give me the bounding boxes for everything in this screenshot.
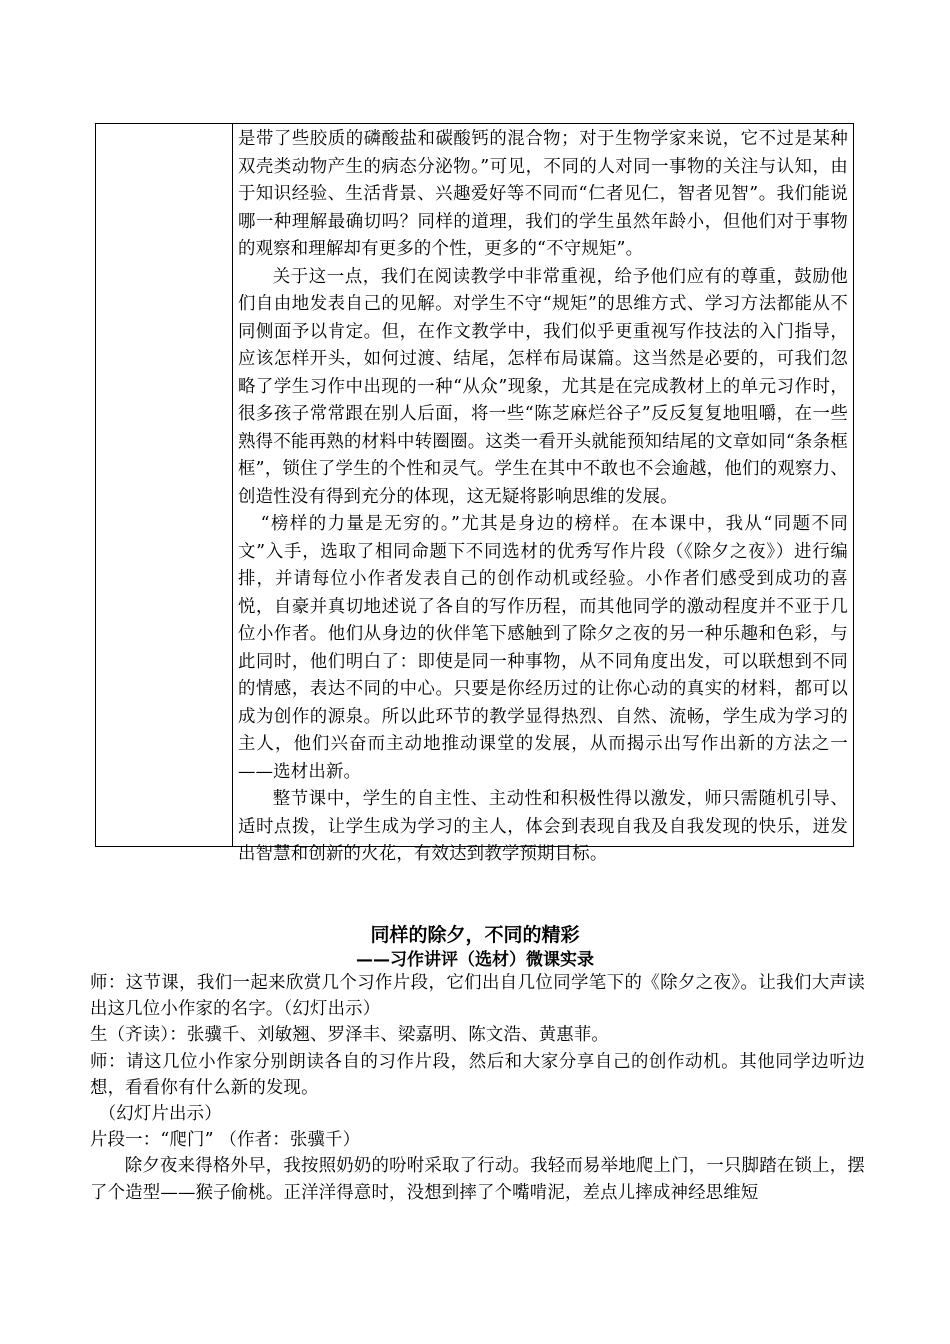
reflection-paragraph-3: “榜样的力量是无穷的。”尤其是身边的榜样。在本课中，我从“同题不同文”入手，选取了相同命题下不同选材的优秀写作片段（《除夕之夜》）进行编排，并请每位小作者发表自己的创作动机或经验。小作者们感受到成功的喜悦，自豪并真切地述说了各自的写作历程，而其他同学的激动程度并不亚于几位小作者。他们从身边的伙伴笔下感触到了除夕之夜的另一种乐趣和色彩，与此同时，他们明白了：即使是同一种事物，从不同角度出发，可以联想到不同的情感，表达不同的中心。只要是你经历过的让你心动的真实的材料，都可以成为创作的源泉。所以此环节的教学显得热烈、自然、流畅，学生成为学习的主人，他们兴奋而主动地推动课堂的发展，从而揭示出写作出新的方法之一——选材出新。 [238,514,848,782]
transcript-line-teacher-2: 师：请这几位小作家分别朗读各自的习作片段，然后和大家分享自己的创作动机。其他同学边听边想，看看你有什么新的发现。 [90,1051,865,1098]
lesson-title: 同样的除夕，不同的精彩 [370,924,580,946]
transcript-line-slide: （幻灯片出示） [98,1104,222,1125]
reflection-paragraph-4: 整节课中，学生的自主性、主动性和积极性得以激发，师只需随机引导、适时点拨，让学生成为学习的主人，体会到表现自我及自我发现的快乐，迸发出智慧和创新的火花，有效达到教学预期目标。 [238,789,848,864]
transcript-line-teacher-1: 师：这节课，我们一起来欣赏几个习作片段，它们出自几位同学笔下的《除夕之夜》。让我们大声读出这几位小作家的名字。（幻灯出示） [90,973,865,1020]
reflection-paragraph-1: 是带了些胶质的磷酸盐和碳酸钙的混合物；对于生物学家来说，它不过是某种双壳类动物产生的病态分泌物。”可见，不同的人对同一事物的关注与认知，由于知识经验、生活背景、兴趣爱好等不同而“仁者见仁，智者见智”。我们能说哪一种理解最确切吗？同样的道理，我们的学生虽然年龄小，但他们对于事物的观察和理解却有更多的个性，更多的“不守规矩”。 [238,129,848,259]
reflection-paragraph-2: 关于这一点，我们在阅读教学中非常重视，给予他们应有的尊重，鼓励他们自由地发表自己的见解。对学生不守“规矩”的思维方式、学习方法都能从不同侧面予以肯定。但，在作文教学中，我们似乎更重视写作技法的入门指导，应该怎样开头，如何过渡、结尾，怎样布局谋篇。这当然是必要的，可我们忽略了学生习作中出现的一种“从众”现象，尤其是在完成教材上的单元习作时，很多孩子常常跟在别人后面，将一些“陈芝麻烂谷子”反反复复地咀嚼，在一些熟得不能再熟的材料中转圈圈。这类一看开头就能预知结尾的文章如同“条条框框”，锁住了学生的个性和灵气。学生在其中不敢也不会逾越，他们的观察力、创造性没有得到充分的体现，这无疑将影响思维的发展。 [238,266,848,507]
transcript-line-fragment-text: 除夕夜来得格外早，我按照奶奶的吩咐采取了行动。我轻而易举地爬上门，一只脚踏在锁上，摆了个造型——猴子偷桃。正洋洋得意时，没想到摔了个嘴啃泥，差点儿摔成神经思维短 [90,1156,865,1203]
table-content-cell [238,126,848,869]
lesson-transcript [90,970,865,1206]
reflection-table [95,123,854,864]
lesson-subtitle: ——习作讲评（选材）微课实录 [356,950,594,970]
table-label-cell [96,124,233,846]
transcript-line-students: 生（齐读）：张骥千、刘敏翘、罗泽丰、梁嘉明、陈文浩、黄惠菲。 [90,1025,610,1046]
transcript-line-fragment-heading: 片段一：“爬门” （作者：张骥千） [90,1130,361,1151]
